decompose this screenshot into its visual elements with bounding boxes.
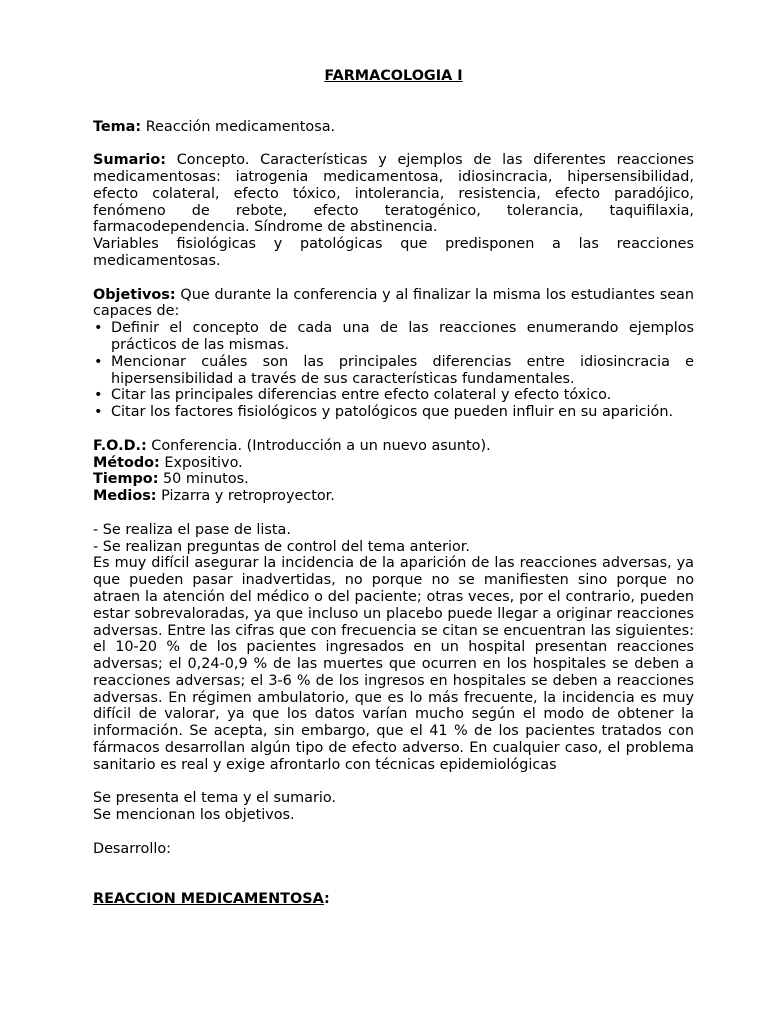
tiempo-text: 50 minutos. [158, 471, 249, 488]
metodo-text: Expositivo. [159, 454, 243, 471]
tema-line [93, 119, 694, 136]
body-paragraph: Es muy difícil asegurar la incidencia de la aparición de las reacciones adversas, ya que pueden pasar inadvertidas, no porque no se manifiesten sino porque no atraen la atención del médico o del paciente; otras veces, por el contrario, pueden estar sobrevaloradas, ya que incluso un placebo puede llegar a originar reacciones adversas. Entre las cifras que con frecuencia se citan se encuentran las siguientes: el 10-20 % de los pacientes ingresados en un hospital presentan reacciones adversas; el 0,24-0,9 % de las muertes que ocurren en los hospitales se deben a reacciones adversas; el 3-6 % de los ingresos en hospitales se deben a reacciones adversas. En régimen ambulatorio, que es lo más frecuente, la incidencia es muy difícil de valorar, ya que los datos varían mucho según el modo de obtener la información. Se acepta, sin embargo, que el 41 % de los pacientes tratados con fármacos desarrollan algún tipo de efecto adverso. En cualquier caso, el problema sanitario es real y exige afrontarlo con técnicas epidemiológicas [93, 555, 694, 773]
objetivos-list [93, 320, 694, 421]
tema-label: Tema: [93, 118, 142, 135]
tiempo-line [93, 471, 694, 488]
list-item: • Citar los factores fisiológicos y patológicos que pueden influir en su aparición. [93, 404, 694, 421]
spacer [93, 505, 694, 522]
fod-text: Conferencia. (Introducción a un nuevo asunto). [146, 437, 491, 454]
spacer [93, 270, 694, 287]
objetivos-label: Objetivos: [93, 286, 176, 303]
section-heading-text: REACCION MEDICAMENTOSA [93, 891, 324, 908]
section-heading-suffix: : [323, 891, 330, 908]
step-pase-lista: - Se realiza el pase de lista. [93, 521, 291, 538]
spacer [93, 135, 694, 152]
step-preguntas: - Se realizan preguntas de control del tema anterior. [93, 538, 470, 555]
document-title: FARMACOLOGIA I [324, 68, 463, 84]
mencionan-line: Se mencionan los objetivos. [93, 807, 295, 824]
spacer [93, 858, 694, 892]
sumario-text: Concepto. Características y ejemplos de las diferentes reacciones medicamentosas: iatrogenia medicamentosa, idiosincracia, hipersensibilidad, efecto colateral, efecto tóxico, intolerancia, resistencia, efecto paradójico, fenómeno de rebote, efecto teratogénico, tolerancia, taquifilaxia, farmacodependencia. Síndrome de abstinencia. [93, 152, 694, 236]
tema-text: Reacción medicamentosa. [141, 118, 336, 135]
presenta-line: Se presenta el tema y el sumario. [93, 790, 337, 807]
objetivos-text: Que durante la conferencia y al finalizar la misma los estudiantes sean capaces de: [93, 286, 694, 320]
medios-text: Pizarra y retroproyector. [156, 488, 335, 505]
fod-line [93, 438, 694, 455]
spacer [93, 85, 694, 119]
list-item: • Citar las principales diferencias entre efecto colateral y efecto tóxico. [93, 387, 694, 404]
metodo-line [93, 455, 694, 472]
list-item: • Mencionar cuáles son las principales diferencias entre idiosincracia e hipersensibilidad a través de sus características fundamentales. [93, 354, 694, 388]
desarrollo-line: Desarrollo: [93, 840, 171, 857]
objetivos-paragraph [93, 287, 694, 321]
fod-label: F.O.D.: [93, 437, 147, 454]
list-item: • Definir el concepto de cada una de las reacciones enumerando ejemplos prácticos de las mismas. [93, 320, 694, 354]
medios-line [93, 488, 694, 505]
sumario-paragraph [93, 152, 694, 236]
section-heading [93, 891, 694, 908]
spacer [93, 774, 694, 791]
document-content [93, 68, 694, 908]
medios-label: Medios: [93, 488, 157, 505]
spacer [93, 421, 694, 438]
tiempo-label: Tiempo: [93, 471, 159, 488]
metodo-label: Método: [93, 454, 160, 471]
sumario-variables: Variables fisiológicas y patológicas que predisponen a las reacciones medicamentosas. [93, 236, 694, 269]
sumario-label: Sumario: [93, 152, 166, 169]
spacer [93, 824, 694, 841]
